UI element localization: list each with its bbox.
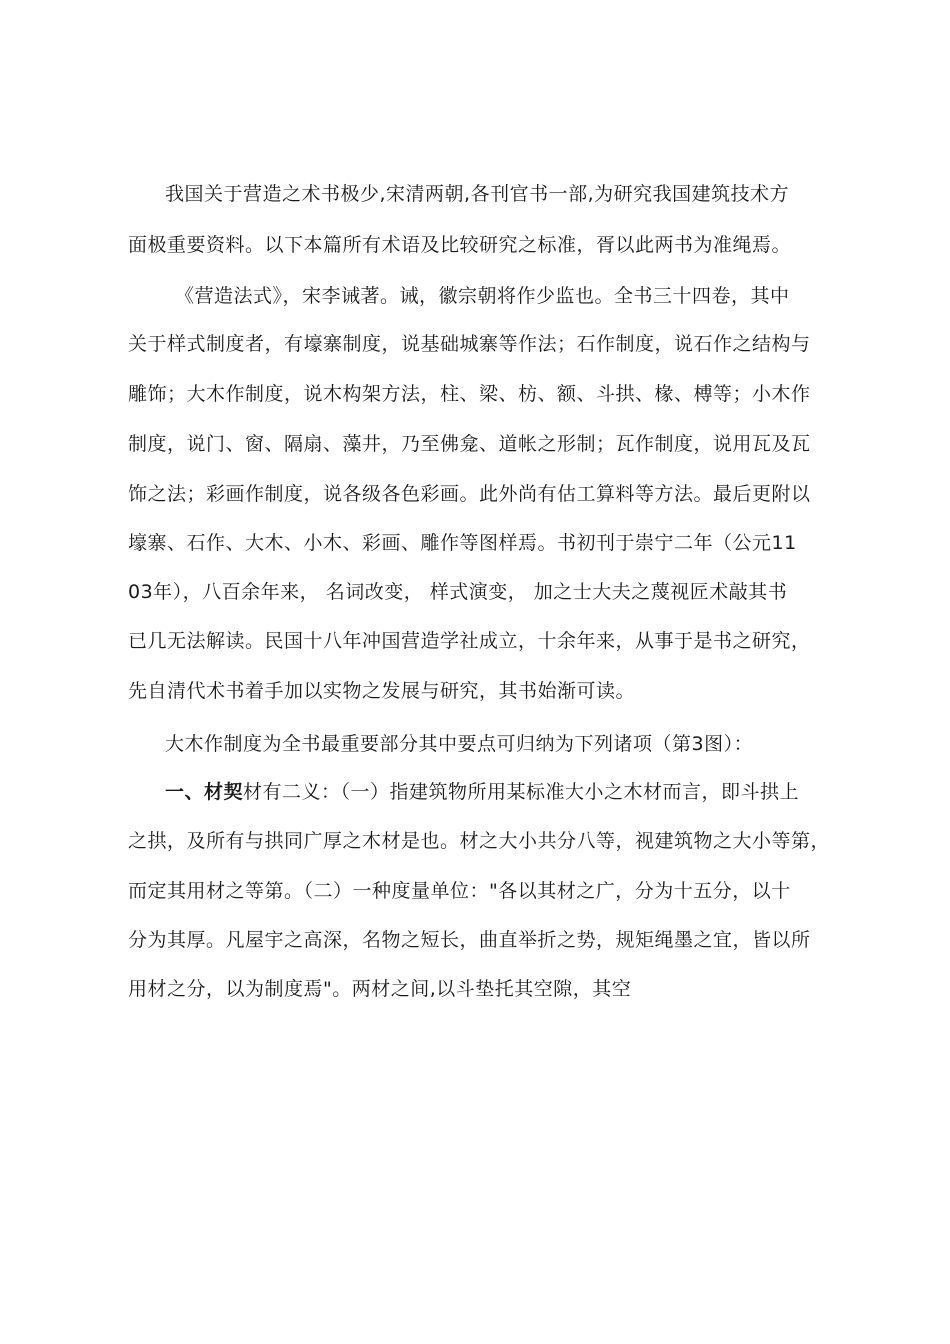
paragraph-2-line-9: 先自清代术书着手加以实物之发展与研究，其书始渐可读。: [128, 680, 636, 702]
paragraph-2-line-1: 《营造法式》，宋李诫著。诫，徽宗朝将作少监也。全书三十四卷，其中: [175, 285, 790, 307]
paragraph-4-line-2: 之拱，及所有与拱同广厚之木材是也。材之大小共分八等，视建筑物之大小等第，: [128, 830, 831, 852]
paragraph-2-line-2: 关于样式制度者，有壕寨制度，说基础城寨等作法；石作制度，说石作之结构与: [128, 333, 811, 355]
paragraph-4-line-5: 用材之分，以为制度焉"。两材之间,以斗垫托其空隙，其空: [128, 978, 632, 1000]
paragraph-4-line-4: 分为其厚。凡屋宇之高深，名物之短长，曲直举折之势，规矩绳墨之宜，皆以所: [128, 929, 811, 951]
paragraph-2-line-8: 已几无法解读。民国十八年冲国营造学社成立，十余年来，从事于是书之研究，: [128, 630, 811, 652]
paragraph-2-line-5: 饰之法；彩画作制度，说各级各色彩画。此外尚有估工算料等方法。最后更附以: [128, 483, 811, 505]
paragraph-4-line-1-text: 材有二义：（一）指建筑物所用某标准大小之木材而言，即斗拱上: [243, 781, 800, 803]
paragraph-4-line-3: 而定其用材之等第。（二）一种度量单位："各以其材之广，分为十五分，以十: [128, 880, 791, 902]
paragraph-2-line-6: 壕寨、石作、大木、小木、彩画、雕作等图样焉。书初刊于崇宁二年（公元11: [128, 532, 797, 554]
paragraph-2-line-3: 雕饰；大木作制度，说木构架方法，柱、梁、枋、额、斗拱、椽、榑等；小木作: [128, 383, 811, 405]
paragraph-1-line-1: 我国关于营造之术书极少,宋清两朝,各刊官书一部,为研究我国建筑技术方: [165, 183, 790, 205]
paragraph-2-line-7: 03年），八百余年来， 名词改变， 样式演变， 加之士大夫之蔑视匠术敲其书: [128, 581, 788, 603]
paragraph-1-line-2: 面极重要资料。以下本篇所有术语及比较研究之标准，胥以此两书为准绳焉。: [128, 234, 792, 256]
paragraph-3-line-1: 大木作制度为全书最重要部分其中要点可归纳为下列诸项（第3图）：: [165, 733, 754, 755]
paragraph-4-line-1: [165, 779, 799, 805]
section-heading: 一、材契: [165, 781, 244, 803]
paragraph-2-line-4: 制度，说门、窗、隔扇、藻井，乃至佛龛、道帐之形制；瓦作制度，说用瓦及瓦: [128, 433, 811, 455]
